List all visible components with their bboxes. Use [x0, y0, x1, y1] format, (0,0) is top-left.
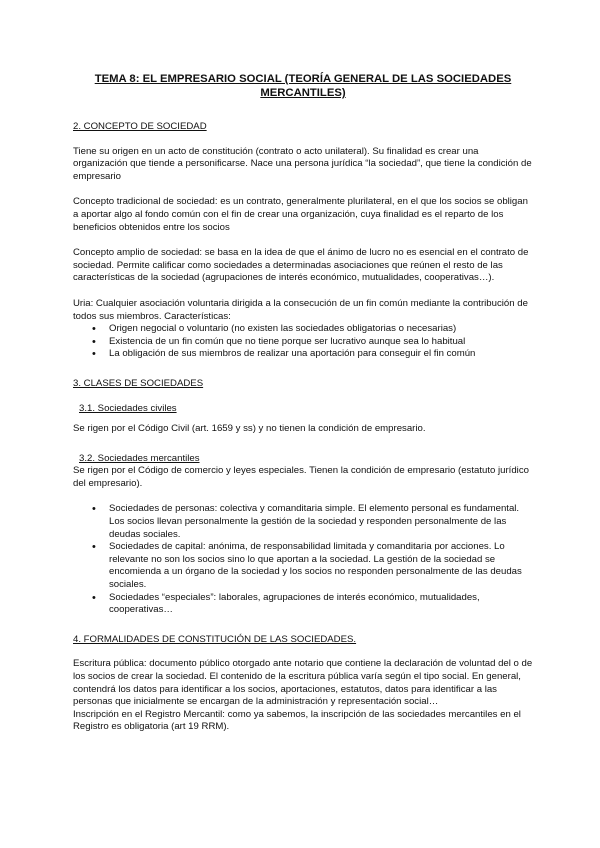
section-2-paragraph-4: Uria: Cualquier asociación voluntaria dirigida a la consecución de un fin común mediante la contribución de todos sus miembros. Características:: [73, 297, 528, 322]
document-body: [73, 72, 533, 747]
list-item: • Sociedades de capital: anónima, de responsabilidad limitada y comanditaria por acciones. Lo relevante no son los socios sino lo que aportan a la sociedad. La gestión de la sociedad se encomienda a un órgano de la sociedad y los socios no responden personalmente de las deudas sociales.: [109, 541, 533, 591]
section-4-paragraph-1: Escritura pública: documento público otorgado ante notario que contiene la declaración de voluntad del o de los socios de crear la sociedad. El contenido de la escritura pública varía según el tipo social. En general, contendrá los datos para identificar a los socios, aportaciones, estatutos, datos para identificar a las personas que inicialmente se encargan de la administración y representación social…: [73, 658, 533, 708]
list-item: • Existencia de un fin común que no tiene porque ser lucrativo aunque sea lo habitual: [109, 336, 533, 349]
subsection-3-1-heading: 3.1. Sociedades civiles: [79, 402, 177, 414]
section-4-paragraph-2: Inscripción en el Registro Mercantil: como ya sabemos, la inscripción de las sociedades mercantiles en el Registro es obligatoria (art 19 RRM).: [73, 708, 521, 733]
section-2-paragraph-3: Concepto amplio de sociedad: se basa en la idea de que el ánimo de lucro no es esencial en el contrato de sociedad. Permite calificar como sociedades a determinadas asociaciones que reúnen el resto de las características de la sociedad (agrupaciones de interés económico, mutualidades, cooperativas…).: [73, 247, 529, 284]
section-2-heading: 2. CONCEPTO DE SOCIEDAD: [73, 121, 207, 132]
list-item: • Origen negocial o voluntario (no existen las sociedades obligatorias o necesarias): [109, 323, 533, 336]
subsection-3-2-heading: 3.2. Sociedades mercantiles: [79, 452, 200, 464]
subsection-3-2-text: Se rigen por el Código de comercio y leyes especiales. Tienen la condición de empresario (estatuto jurídico del empresario).: [73, 465, 529, 489]
list-item: • Sociedades de personas: colectiva y comanditaria simple. El elemento personal es fundamental. Los socios llevan personalmente la gestión de la sociedad y responden personalmente de las deudas sociales.: [109, 503, 533, 541]
subsection-3-1-text: Se rigen por el Código Civil (art. 1659 y ss) y no tienen la condición de empresario.: [73, 423, 426, 435]
section-2-paragraph-1: Tiene su origen en un acto de constitución (contrato o acto unilateral). Su finalidad es crear una organización que tiende a personificarse. Nace una persona jurídica “la sociedad”, que tiene la condición de empresario: [73, 145, 532, 182]
document-title: TEMA 8: EL EMPRESARIO SOCIAL (TEORÍA GENERAL DE LAS SOCIEDADES MERCANTILES): [94, 73, 512, 99]
section-4-heading: 4. FORMALIDADES DE CONSTITUCIÓN DE LAS SOCIEDADES.: [73, 633, 357, 645]
characteristics-list: [73, 323, 533, 361]
society-types-list: [73, 503, 533, 616]
section-3-heading: 3. CLASES DE SOCIEDADES: [73, 377, 204, 389]
section-2-paragraph-2: Concepto tradicional de sociedad: es un contrato, generalmente plurilateral, en el que los socios se obligan a aportar algo al fondo común con el fin de crear una organización, cuya finalidad es el reparto de los beneficios obtenidos entre los socios: [73, 196, 528, 233]
list-item: • Sociedades “especiales”: laborales, agrupaciones de interés económico, mutualidades, cooperativas…: [109, 592, 533, 617]
list-item: • La obligación de sus miembros de realizar una aportación para conseguir el fin común: [109, 348, 533, 361]
